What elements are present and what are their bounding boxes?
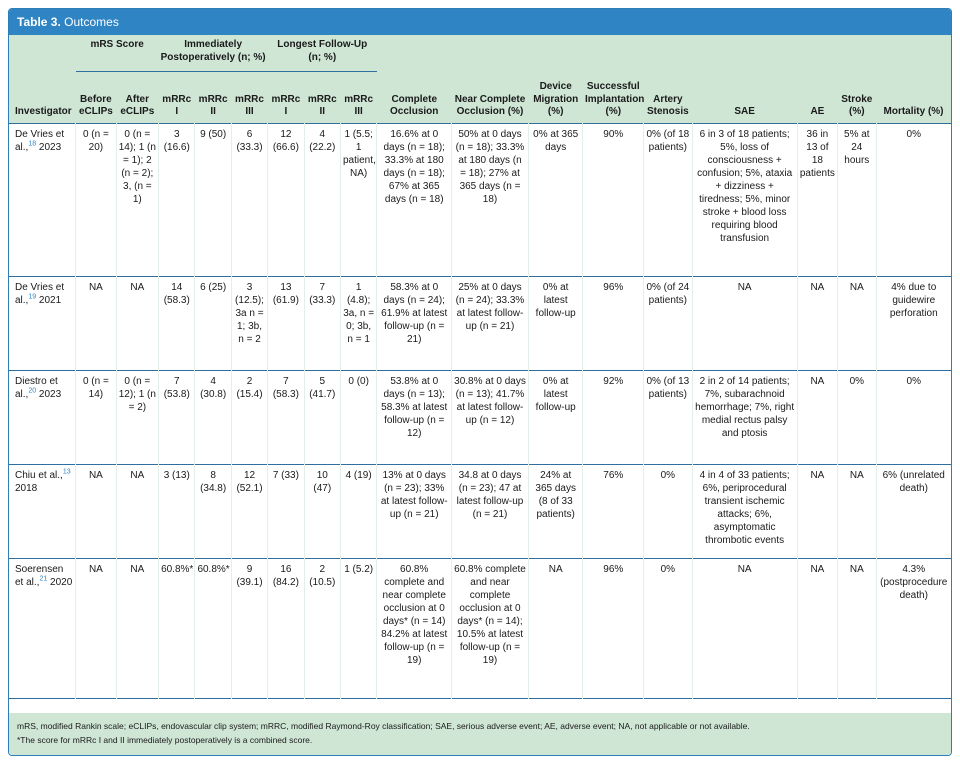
cell-long-mrrc-3: 0 (0)	[340, 370, 376, 464]
cell-post-mrrc-1: 3 (13)	[159, 464, 195, 558]
header-artery-stenosis: Artery Stenosis	[644, 71, 693, 123]
cell-near: 50% at 0 days (n = 18); 33.3% at 180 days (n = 18); 27% at 365 days (n = 18)	[452, 123, 529, 276]
cell-near: 30.8% at 0 days (n = 13); 41.7% at latest follow-up (n = 12)	[452, 370, 529, 464]
cell-post-mrrc-3: 2 (15.4)	[231, 370, 267, 464]
footnote-combined-score: *The score for mRRc I and II immediately postoperatively is a combined score.	[17, 735, 313, 745]
header-before-eclips: Before eCLIPs	[76, 71, 116, 123]
header-complete-occlusion: Complete Occlusion	[377, 71, 452, 123]
cell-post-mrrc-2: 4 (30.8)	[195, 370, 231, 464]
cell-migration: 0% at 365 days	[528, 123, 583, 276]
cell-implantation: 76%	[583, 464, 644, 558]
cell-mortality: 0%	[906, 375, 921, 387]
header-long-mrrc-2: mRRc II	[304, 71, 340, 123]
cell-long-mrrc-3: 1 (4.8); 3a, n = 0; 3b, n = 1	[340, 276, 376, 370]
cell-after: 0 (n = 12); 1 (n = 2)	[116, 370, 158, 464]
cell-post-mrrc-2: 60.8%*	[195, 558, 231, 698]
header-mrs-group: mRS Score	[76, 35, 159, 71]
cell-post-mrrc-2: 9 (50)	[195, 123, 231, 276]
cell-sae: 6 in 3 of 18 patients; 5%, loss of consciousness + confusion; 5%, ataxia + dizziness + tiredness; 5%, minor stroke + blood loss requiring blood transfusion	[692, 123, 797, 276]
table-caption: Outcomes	[64, 15, 119, 29]
header-near-complete-occlusion: Near Complete Occlusion (%)	[452, 71, 529, 123]
cell-after: 0 (n = 14); 1 (n = 1); 2 (n = 2); 3, (n = 1)	[116, 123, 158, 276]
cell-long-mrrc-2: 7 (33.3)	[304, 276, 340, 370]
cell-ae: NA	[797, 276, 837, 370]
cell-long-mrrc-3: 4 (19)	[340, 464, 376, 558]
cell-post-mrrc-2: 8 (34.8)	[195, 464, 231, 558]
cell-stroke: 5% at 24 hours	[838, 123, 876, 276]
cell-post-mrrc-3: 6 (33.3)	[231, 123, 267, 276]
cell-long-mrrc-3: 1 (5.5; 1 patient, NA)	[340, 123, 376, 276]
cell-stroke: NA	[838, 558, 876, 698]
cell-implantation: 96%	[583, 558, 644, 698]
cell-investigator: De Vries et al.,$^{19}$ 2021	[9, 276, 76, 370]
cell-near: 34.8 at 0 days (n = 23); 47 at latest follow-up (n = 21)	[452, 464, 529, 558]
cell-migration: NA	[528, 558, 583, 698]
cell-stenosis: 0% (of 24 patients)	[644, 276, 693, 370]
header-stroke: Stroke (%)	[838, 71, 876, 123]
cell-stenosis: 0% (of 18 patients)	[644, 123, 693, 276]
table-row	[9, 276, 951, 370]
cell-investigator: Chiu et al.,$^{13}$ 2018	[9, 464, 76, 558]
cell-sae: 4 in 4 of 33 patients; 6%, periprocedural transient ischemic attacks; 6%, asymptomatic thrombotic events	[692, 464, 797, 558]
cell-complete: 60.8% complete and near complete occlusion at 0 days* (n = 14) 84.2% at latest follow-up (n = 19)	[377, 558, 452, 698]
table-number: Table 3.	[17, 15, 61, 29]
cell-long-mrrc-3: 1 (5.2)	[340, 558, 376, 698]
header-postop-group: Immediately Postoperatively (n; %)	[159, 35, 268, 71]
cell-near: 60.8% complete and near complete occlusion at 0 days* (n = 14); 10.5% at latest follow-up (n = 19)	[452, 558, 529, 698]
cell-ae: NA	[797, 464, 837, 558]
cell-complete: 16.6% at 0 days (n = 18); 33.3% at 180 days (n = 18); 67% at 365 days (n = 18)	[377, 123, 452, 276]
cell-mortality: 4% due to guidewire perforation	[876, 276, 951, 370]
cell-long-mrrc-1: 7 (58.3)	[268, 370, 304, 464]
header-long-mrrc-1: mRRc I	[268, 71, 304, 123]
cell-mortality: 6% (unrelated death)	[876, 464, 951, 558]
cell-before: 0 (n = 14)	[76, 370, 116, 464]
cell-long-mrrc-2: 10 (47)	[304, 464, 340, 558]
cell-long-mrrc-1: 7 (33)	[268, 464, 304, 558]
header-post-mrrc-2: mRRc II	[195, 71, 231, 123]
outcomes-table	[9, 35, 951, 699]
cell-sae: 2 in 2 of 14 patients; 7%, subarachnoid hemorrhage; 7%, right medial rectus palsy and ptosis	[692, 370, 797, 464]
header-investigator: Investigator	[9, 71, 76, 123]
cell-stroke: 0%	[838, 370, 876, 464]
cell-mortality: 4.3% (postprocedure death)	[880, 563, 948, 601]
cell-after: NA	[116, 276, 158, 370]
cell-long-mrrc-2: 5 (41.7)	[304, 370, 340, 464]
cell-after: NA	[116, 464, 158, 558]
cell-implantation: 92%	[583, 370, 644, 464]
header-ae: AE	[797, 71, 837, 123]
cell-before: 0 (n = 20)	[76, 123, 116, 276]
cell-migration: 24% at 365 days (8 of 33 patients)	[528, 464, 583, 558]
cell-stroke: NA	[838, 464, 876, 558]
header-after-eclips: After eCLIPs	[116, 71, 158, 123]
cell-stenosis: 0%	[644, 558, 693, 698]
cell-implantation: 90%	[583, 123, 644, 276]
header-successful-implantation: Successful Implantation (%)	[583, 71, 644, 123]
table-row	[9, 123, 951, 276]
cell-migration: 0% at latest follow-up	[528, 370, 583, 464]
cell-sae: NA	[692, 558, 797, 698]
header-device-migration: Device Migration (%)	[528, 71, 583, 123]
cell-complete: 13% at 0 days (n = 23); 33% at latest follow-up (n = 21)	[377, 464, 452, 558]
cell-post-mrrc-1: 14 (58.3)	[159, 276, 195, 370]
cell-near: 25% at 0 days (n = 24); 33.3% at latest follow-up (n = 21)	[452, 276, 529, 370]
cell-post-mrrc-3: 12 (52.1)	[231, 464, 267, 558]
cell-ae: 36 in 13 of 18 patients	[797, 123, 837, 276]
cell-post-mrrc-1: 7 (53.8)	[159, 370, 195, 464]
cell-sae: NA	[692, 276, 797, 370]
cell-stenosis: 0%	[644, 464, 693, 558]
cell-mortality: 0%	[906, 128, 921, 140]
footnote-abbreviations: mRS, modified Rankin scale; eCLIPs, endovascular clip system; mRRC, modified Raymond-Roy classification; SAE, serious adverse event; AE, adverse event; NA, not applicable or not available.	[17, 721, 750, 731]
cell-long-mrrc-2: 4 (22.2)	[304, 123, 340, 276]
cell-post-mrrc-1: 3 (16.6)	[159, 123, 195, 276]
header-post-mrrc-3: mRRc III	[231, 71, 267, 123]
header-followup-group: Longest Follow-Up (n; %)	[268, 35, 377, 71]
header-long-mrrc-3: mRRc III	[340, 71, 376, 123]
cell-stroke: NA	[838, 276, 876, 370]
header-post-mrrc-1: mRRc I	[159, 71, 195, 123]
cell-ae: NA	[797, 558, 837, 698]
cell-implantation: 96%	[583, 276, 644, 370]
header-mortality: Mortality (%)	[876, 71, 951, 123]
header-sae: SAE	[692, 71, 797, 123]
cell-long-mrrc-2: 2 (10.5)	[304, 558, 340, 698]
table-footnotes	[9, 713, 951, 755]
cell-long-mrrc-1: 12 (66.6)	[268, 123, 304, 276]
cell-long-mrrc-1: 13 (61.9)	[268, 276, 304, 370]
cell-after: NA	[116, 558, 158, 698]
cell-post-mrrc-3: 9 (39.1)	[231, 558, 267, 698]
cell-post-mrrc-2: 6 (25)	[195, 276, 231, 370]
cell-complete: 58.3% at 0 days (n = 24); 61.9% at latest follow-up (n = 21)	[377, 276, 452, 370]
cell-migration: 0% at latest follow-up	[528, 276, 583, 370]
table-title	[9, 9, 951, 35]
cell-investigator: De Vries et al.,$^{18}$ 2023	[9, 123, 76, 276]
table-frame	[8, 8, 952, 756]
table-row	[9, 464, 951, 558]
cell-post-mrrc-3: 3 (12.5); 3a n = 1; 3b, n = 2	[231, 276, 267, 370]
cell-before: NA	[76, 276, 116, 370]
cell-stenosis: 0% (of 13 patients)	[644, 370, 693, 464]
cell-investigator: Diestro et al.,$^{20}$ 2023	[9, 370, 76, 464]
cell-post-mrrc-1: 60.8%*	[159, 558, 195, 698]
table-row	[9, 370, 951, 464]
cell-complete: 53.8% at 0 days (n = 13); 58.3% at latest follow-up (n = 12)	[377, 370, 452, 464]
table-row	[9, 558, 951, 698]
cell-long-mrrc-1: 16 (84.2)	[268, 558, 304, 698]
cell-before: NA	[76, 558, 116, 698]
cell-before: NA	[76, 464, 116, 558]
cell-investigator: Soerensen et al.,$^{21}$ 2020	[9, 558, 76, 698]
cell-ae: NA	[797, 370, 837, 464]
